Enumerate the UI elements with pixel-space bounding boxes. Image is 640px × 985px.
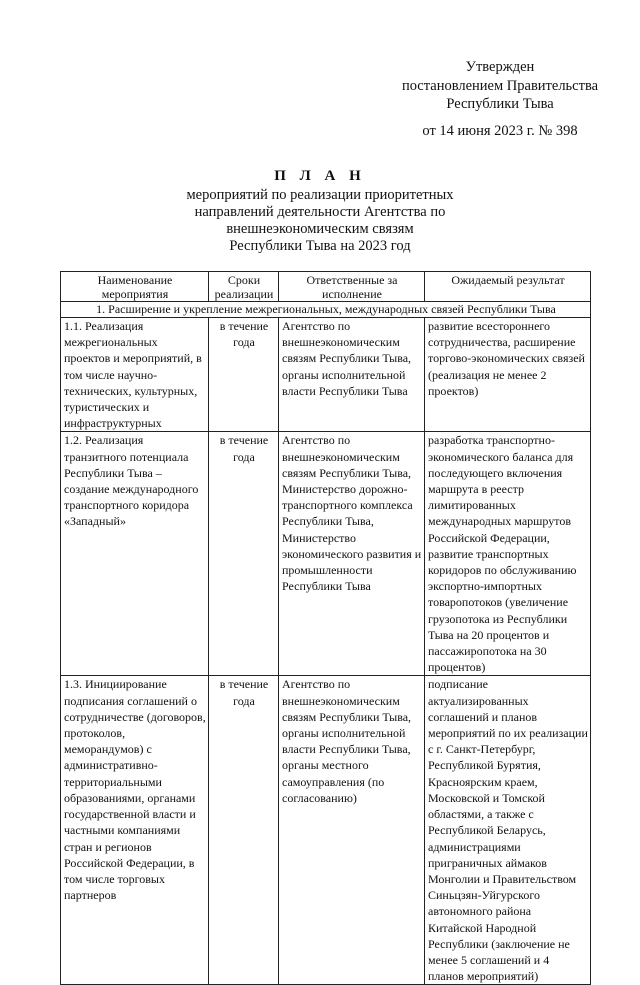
row-result: разработка транспортно-экономического баланса для последующего включения маршрута в реестр лимитированных международных маршрутов Российской Федерации, развитие транспортных коридоров по обслуживанию экспортно-импортных товаропотоков (увеличение грузопотока из Республики Тыва на 20 процентов и пассажиропотока на 30 процентов)	[425, 432, 591, 676]
document-subtitle-line-3: внешнеэкономическим связям	[226, 221, 414, 237]
table-row	[61, 432, 591, 676]
approval-date: от 14 июня 2023 г. № 398	[422, 122, 578, 139]
header-result: Ожидаемый результат	[425, 272, 591, 302]
table-row	[61, 676, 591, 985]
approval-line-resolution: постановлением Правительства	[401, 77, 599, 94]
row-term: в течение года	[209, 318, 279, 432]
table-row	[61, 318, 591, 432]
table-header-row	[61, 272, 591, 302]
header-terms: Сроки реализации	[209, 272, 279, 302]
row-responsible: Агентство по внешнеэкономическим связям Республики Тыва, Министерство дорожно-транспортного комплекса Республики Тыва, Министерство экономического развития и промышленности Республики Тыва	[279, 432, 425, 676]
document-heading	[130, 168, 510, 255]
approval-stamp	[390, 58, 610, 140]
section-title: 1. Расширение и укрепление межрегиональных, международных связей Республики Тыва	[61, 302, 591, 318]
row-result: подписание актуализированных соглашений и планов мероприятий по их реализации с г. Санкт-Петербург, Республикой Бурятия, Красноярским краем, Московской и Томской областями, а также с Республикой Беларусь, администрациями приграничных аймаков Монголии и Правительством Синьцзян-Уйгурского автономного района Китайской Народной Республики (заключение не менее 5 соглашений и 4 планов мероприятий)	[425, 676, 591, 985]
document-title: П Л А Н	[274, 168, 366, 184]
row-result: развитие всестороннего сотрудничества, расширение торгово-экономических связей (реализация не менее 2 проектов)	[425, 318, 591, 432]
header-responsible: Ответственные за исполнение	[279, 272, 425, 302]
plan-table	[60, 271, 591, 985]
row-term: в течение года	[209, 676, 279, 985]
section-row	[61, 302, 591, 318]
row-name: 1.2. Реализация транзитного потенциала Республики Тыва – создание международного транспортного коридора «Западный»	[61, 432, 209, 676]
document-subtitle-line-4: Республики Тыва на 2023 год	[229, 238, 411, 254]
document-subtitle-line-2: направлений деятельности Агентства по	[194, 204, 446, 220]
document-subtitle-line-1: мероприятий по реализации приоритетных	[186, 187, 454, 203]
row-name: 1.3. Инициирование подписания соглашений о сотрудничестве (договоров, протоколов, меморандумов) с административно-территориальными образованиями, органами государственной власти и частными компаниями стран и регионов Российской Федерации, в том числе торговых партнеров	[61, 676, 209, 985]
approval-line-approved: Утвержден	[465, 59, 535, 75]
row-responsible: Агентство по внешнеэкономическим связям Республики Тыва, органы исполнительной власти Республики Тыва, органы местного самоуправления (по согласованию)	[279, 676, 425, 985]
row-term: в течение года	[209, 432, 279, 676]
row-name: 1.1. Реализация межрегиональных проектов и мероприятий, в том числе научно-технических, культурных, туристических и инфраструктурных	[61, 318, 209, 432]
approval-line-republic: Республики Тыва	[446, 96, 554, 112]
header-name: Наименование мероприятия	[61, 272, 209, 302]
row-responsible: Агентство по внешнеэкономическим связям Республики Тыва, органы исполнительной власти Республики Тыва	[279, 318, 425, 432]
